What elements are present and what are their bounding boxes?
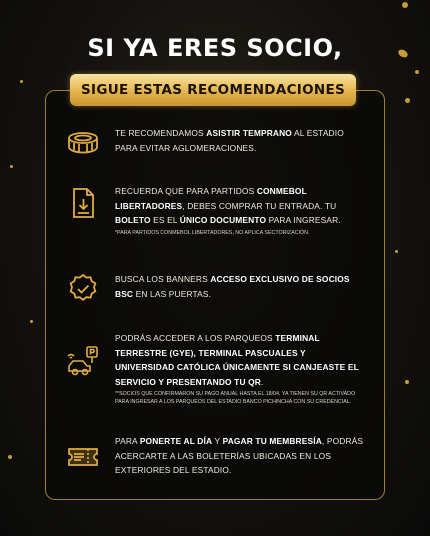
item-text-bold: ACCESO EXCLUSIVO DE SOCIOS BSC [115, 274, 350, 299]
sparkle [405, 98, 410, 103]
item-text-bold: ASISTIR TEMPRANO [206, 128, 292, 138]
sparkle [10, 165, 13, 168]
sparkle [415, 70, 419, 74]
item-text-segment: PARA INGRESAR. [266, 215, 341, 225]
item-text-bold: BOLETO [115, 215, 151, 225]
item-text-bold: CONMEBOL LIBERTADORES [115, 186, 307, 211]
recommendation-item [60, 331, 370, 421]
item-text-segment: TE RECOMENDAMOS [115, 128, 207, 138]
item-text [115, 434, 365, 478]
item-text-segment: , PODRÁS ACERCARTE A LAS BOLETERÍAS UBICADAS EN LOS EXTERIORES DEL ESTADIO. [115, 436, 364, 475]
item-text-bold: ÚNICO DOCUMENTO [179, 215, 267, 225]
sparkle [30, 320, 33, 323]
recommendations-badge: SIGUE ESTAS RECOMENDACIONES [70, 74, 356, 106]
item-text-segment: PARA [115, 436, 140, 446]
recommendation-item [60, 184, 370, 250]
sparkle [8, 455, 12, 459]
sparkle [405, 380, 409, 384]
item-text-segment: Y [212, 436, 223, 446]
item-text-bold: TERMINAL TERRESTRE (GYE), TERMINAL PASCUALES Y UNIVERSIDAD CATÓLICA ÚNICAMENTE SI CANJEASTE EL SERVICIO Y PRESENTANDO TU QR [115, 333, 359, 387]
item-text-segment: ES EL [150, 215, 180, 225]
item-text-segment: . [260, 376, 264, 387]
item-text [115, 184, 365, 228]
recommendation-item [60, 434, 370, 478]
item-note: **SOCIOS QUE CONFIRMARON SU PAGO ANUAL HASTA EL 18/04, YA TIENEN SU QR ACTIVADO PARA INGRESAR A LOS PARQUEOS DEL ESTADIO BANCO PICHINCHA CON SU CREDENCIAL. [115, 391, 356, 405]
item-text-segment: EN LAS PUERTAS. [133, 288, 212, 299]
sparkle [395, 250, 398, 253]
stadium-icon [66, 126, 100, 160]
item-text-segment: BUSCA LOS BANNERS [115, 274, 211, 284]
item-text [115, 126, 365, 155]
item-text-bold: PAGAR TU MEMBRESÍA [222, 436, 322, 446]
verified-badge-icon [66, 272, 100, 306]
document-download-icon [66, 186, 100, 220]
ticket-icon [66, 440, 100, 474]
item-text [115, 272, 365, 301]
recommendation-item [60, 126, 370, 166]
item-text-segment: RECUERDA QUE PARA PARTIDOS [115, 186, 257, 196]
sparkle [402, 2, 408, 8]
item-text-segment: AL ESTADIO PARA EVITAR AGLOMERACIONES. [115, 128, 344, 153]
item-text [115, 331, 365, 389]
item-note: *PARA PARTIDOS CONMEBOL LIBERTADORES, NO APLICA SECTORIZACIÓN. [115, 230, 310, 236]
parking-car-icon [66, 345, 100, 379]
item-text-segment: , DEBES COMPRAR TU ENTRADA. TU [182, 200, 337, 211]
item-text-segment: PODRÁS ACCEDER A LOS PARQUEOS [115, 333, 276, 343]
page-title: SI YA ERES SOCIO, [87, 34, 343, 62]
sparkle [20, 80, 23, 83]
item-text-bold: PONERTE AL DÍA [139, 436, 213, 446]
recommendation-item [60, 272, 370, 306]
